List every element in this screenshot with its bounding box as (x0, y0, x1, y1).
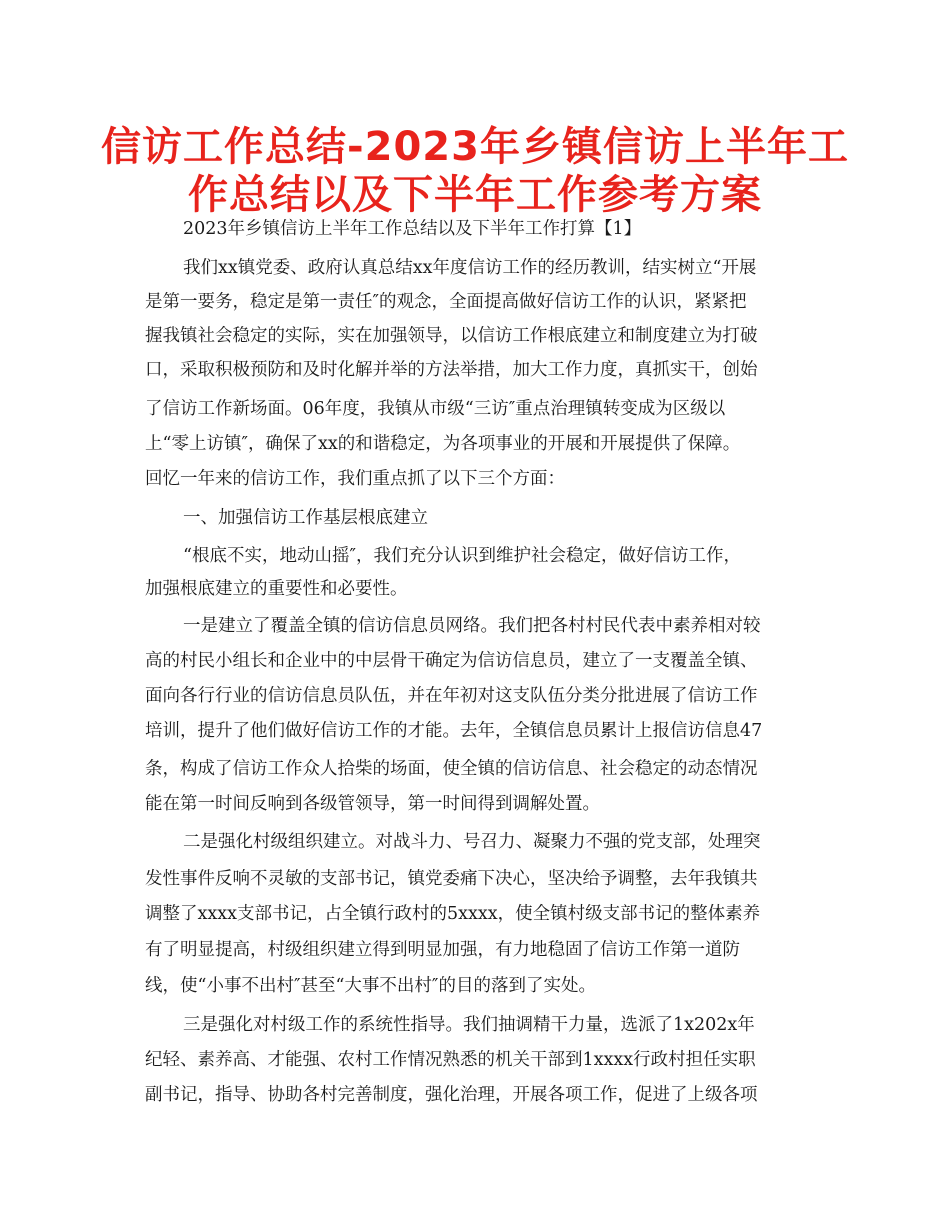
doc-title-line-1: 信访工作总结-2023年乡镇信访上半年工 (101, 124, 849, 170)
paragraph-line: 上“零上访镇″，确保了xx的和谐稳定，为各项事业的开展和开展提供了保障。 (145, 434, 741, 454)
paragraph-line: 二是强化村级组织建立。对战斗力、号召力、凝聚力不强的党支部，处理突 (183, 832, 761, 852)
paragraph-line: 线，使“小事不出村″甚至“大事不出村″的目的落到了实处。 (145, 976, 596, 996)
paragraph-line: 我们xx镇党委、政府认真总结xx年度信访工作的经历教训，结实树立“开展 (183, 258, 757, 278)
paragraph-line: 是第一要务，稳定是第一责任″的观念，全面提高做好信访工作的认识，紧紧把 (145, 292, 747, 312)
paragraph-line: 培训，提升了他们做好信访工作的才能。去年，全镇信息员累计上报信访信息47 (145, 721, 763, 741)
section-heading: 一、加强信访工作基层根底建立 (183, 508, 428, 528)
subtitle: 2023年乡镇信访上半年工作总结以及下半年工作打算【1】 (183, 219, 642, 239)
paragraph-line: 发性事件反响不灵敏的支部书记，镇党委痛下决心，坚决给予调整，去年我镇共 (145, 869, 758, 889)
paragraph-line: 有了明显提高，村级组织建立得到明显加强，有力地稳固了信访工作第一道防 (145, 940, 740, 960)
paragraph-line: 口，采取积极预防和及时化解并举的方法举措，加大工作力度，真抓实干，创始 (145, 360, 758, 380)
paragraph-line: 握我镇社会稳定的实际，实在加强领导，以信访工作根底建立和制度建立为打破 (145, 326, 758, 346)
paragraph-line: 纪轻、素养高、才能强、农村工作情况熟悉的机关干部到1xxxx行政村担任实职 (145, 1050, 756, 1070)
paragraph-line: 面向各行行业的信访信息员队伍，并在年初对这支队伍分类分批进展了信访工作 (145, 686, 758, 706)
paragraph-line: 能在第一时间反响到各级管领导，第一时间得到调解处置。 (145, 794, 600, 814)
doc-title-line-2: 作总结以及下半年工作参考方案 (188, 172, 762, 218)
paragraph-line: 高的村民小组长和企业中的中层骨干确定为信访信息员，建立了一支覆盖全镇、 (145, 651, 758, 671)
paragraph-line: 一是建立了覆盖全镇的信访信息员网络。我们把各村村民代表中素养相对较 (183, 616, 761, 636)
paragraph-line: 加强根底建立的重要性和必要性。 (145, 579, 408, 599)
paragraph-line: “根底不实，地动山摇″，我们充分认识到维护社会稳定，做好信访工作， (183, 546, 741, 566)
paragraph-line: 调整了xxxx支部书记，占全镇行政村的5xxxx，使全镇村级支部书记的整体素养 (145, 904, 761, 924)
paragraph-line: 条，构成了信访工作众人拾柴的场面，使全镇的信访信息、社会稳定的动态情况 (145, 759, 758, 779)
paragraph-line: 三是强化对村级工作的系统性指导。我们抽调精干力量，选派了1x202x年 (183, 1015, 755, 1035)
paragraph-line: 了信访工作新场面。06年度，我镇从市级“三访″重点治理镇转变成为区级以 (145, 399, 726, 419)
paragraph-line: 回忆一年来的信访工作，我们重点抓了以下三个方面： (145, 469, 565, 489)
paragraph-line: 副书记，指导、协助各村完善制度，强化治理，开展各项工作，促进了上级各项 (145, 1085, 758, 1105)
